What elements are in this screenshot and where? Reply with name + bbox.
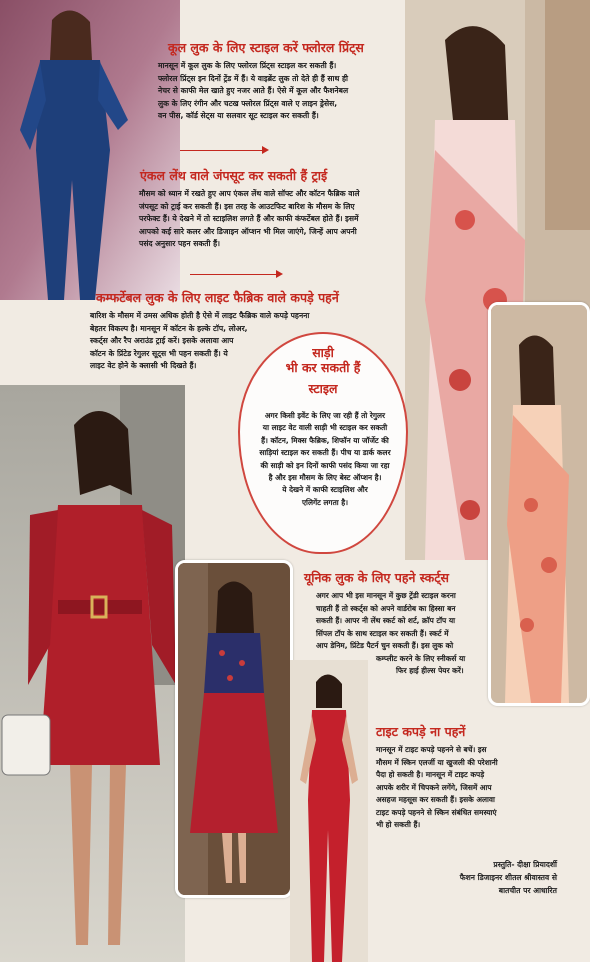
photo-peach-saree — [488, 302, 590, 706]
body-light-fabric: बारिश के मौसम में उमस अधिक होती है ऐसे में लाइट फैब्रिक वाले कपड़े पहनना बेहतर विकल्प है। मानसून में कॉटन के हल्के टॉप, लोअर, स्कर्ट्स और रैप अराउंड ट्राई करें। इसके अलावा आप कॉटन के प्रिंटेड रेगुलर सूट्स भी पहन सकती हैं। ये लाइट वेट होने के क्लासी भी दिखते हैं। — [90, 311, 310, 370]
arrow-floral-head — [262, 146, 269, 154]
body-floral-prints: मानसून में कूल लुक के लिए फ्लोरल प्रिंट्स स्टाइल कर सकती हैं। फ्लोरल प्रिंट्स इन दिनों ट्रेंड में हैं। ये वाइब्रेंट लुक तो देते ही हैं साथ ही नेचर से काफी मेल खाते हुए नजर आते हैं। ऐसे में कूल और फैशनेबल लुक के लिए रंगीन और चटख फ्लोरल प्रिंट्स वाले ए लाइन ड्रेसेस, वन पीस, कॉर्ड सेट्स या सलवार सूट स्टाइल कर सकती हैं। — [158, 61, 349, 120]
heading-jumpsuit: एंकल लेंथ वाले जंपसूट कर सकती हैं ट्राई — [140, 168, 328, 183]
photo-red-jumpsuit — [290, 660, 368, 962]
section-tight-clothes — [370, 724, 555, 832]
heading-skirts: यूनिक लुक के लिए पहने स्कर्ट्स — [304, 570, 449, 585]
photo-red-skirt — [175, 560, 293, 898]
heading-saree: साड़ी भी कर सकती हैं स्टाइल — [285, 345, 361, 396]
arrow-floral-line — [180, 150, 264, 151]
photo-red-shirt-dress — [0, 385, 185, 962]
heading-tight-clothes: टाइट कपड़े ना पहनें — [376, 724, 466, 739]
section-jumpsuit — [125, 168, 425, 251]
article-credit: प्रस्तुति- दीक्षा प्रियादर्शी फैशन डिजाइनर शीतल श्रीवास्तव से बातचीत पर आधारित — [459, 860, 557, 895]
body-tight-clothes: मानसून में टाइट कपड़े पहनने से बचें। इस मौसम में स्किन एलर्जी या खुजली की परेशानी पैदा हो सकती है। मानसून में टाइट कपड़े आपके शरीर में चिपकने लगेंगे, जिसमें आप असहज महसूस कर सकती हैं। इसके अलावा टाइट कपड़े पहनने से स्किन संबंधित समस्याएं भी हो सकती हैं। — [376, 745, 498, 829]
section-floral-prints — [150, 40, 410, 123]
heading-floral-prints: कूल लुक के लिए स्टाइल करें फ्लोरल प्रिंट्स — [168, 40, 364, 55]
arrow-jumpsuit-line — [190, 274, 278, 275]
arrow-jumpsuit-head — [276, 270, 283, 278]
body-jumpsuit: मौसम को ध्यान में रखते हुए आप एंकल लेंथ वाले सॉफ्ट और कॉटन फैब्रिक वाले जंपसूट को ट्राई कर सकती हैं। इस तरह के आउटफिट बारिश के मौसम के लिए परफेक्ट हैं। ये देखने में तो स्टाइलिश लगते हैं और काफी कंफर्टेबल होते हैं। इसमें आपको कई सारे कलर और डिजाइन ऑप्शन भी मिल जाएंगे, जिन्हें आप अपनी पसंद अनुसार पहन सकती हैं। — [139, 189, 360, 248]
body-skirts: अगर आप भी इस मानसून में कुछ ट्रेंडी स्टाइल करना चाहती हैं तो स्कर्ट्स को अपने वार्डरोब का हिस्सा बन सकती हैं। आपर नी लेंथ स्कर्ट को शर्ट, क्रॉप टॉप या सिंपल टॉप के साथ स्टाइल कर सकती हैं। स्कर्ट में आप डेनिम, प्रिंटेड पैटर्न चुन सकती हैं। इस लुक को कम्प्लीट करने के लिए स्नीकर्स या फिर हाई हील्स पेयर करें। — [316, 591, 466, 675]
section-skirts — [298, 570, 498, 678]
heading-light-fabric: कम्फर्टेबल लुक के लिए लाइट फैब्रिक वाले कपड़े पहनें — [96, 290, 339, 305]
body-saree: अगर किसी इवेंट के लिए जा रही हैं तो रेगुलर या लाइट वेट वाली साड़ी भी स्टाइल कर सकती हैं। कॉटन, मिक्स फैब्रिक, शिफॉन या जॉर्जेट की साड़ियां स्टाइल कर सकती हैं। पीच या डार्क कलर की साड़ी को इन दिनों काफी पसंद किया जा रहा है और इस मौसम के लिए बेस्ट ऑप्शन है। ये देखने में काफी स्टाइलिश और एलिगेंट लगता है। — [259, 411, 391, 507]
